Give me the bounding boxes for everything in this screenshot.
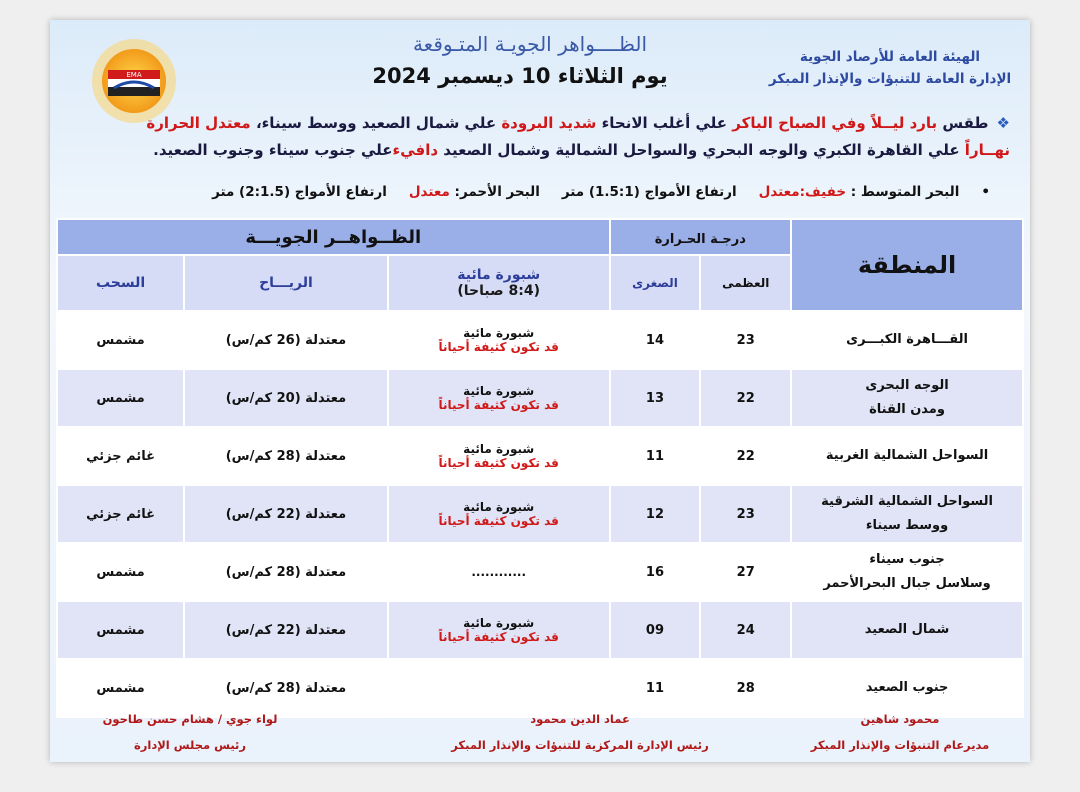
wind-cell: معتدلة (28 كم/س): [184, 543, 388, 601]
region-cell: السواحل الشمالية الشرقية ووسط سيناء: [791, 485, 1023, 543]
diamond-bullet-icon: ❖: [996, 114, 1010, 132]
fog-cell: شبورة مائية قد تكون كثيفة أحياناً: [388, 369, 610, 427]
signature-left: لواء جوي / هشام حسن طاحون رئيس مجلس الإدارة: [102, 712, 278, 752]
max-temp-cell: 27: [700, 543, 791, 601]
cloud-header: السحب: [57, 255, 184, 311]
fog-cell: ............: [388, 543, 610, 601]
region-cell: القـــاهرة الكبـــرى: [791, 311, 1023, 369]
org-department: الإدارة العامة للتنبؤات والإنذار المبكر: [768, 71, 1012, 87]
min-temp-cell: 13: [610, 369, 701, 427]
signature-middle: عماد الدين محمود رئيس الإدارة المركزية للتنبؤات والإنذار المبكر: [451, 712, 709, 752]
logo-text: EMA: [126, 71, 142, 79]
cloud-cell: مشمس: [57, 601, 184, 659]
fog-header: شبورة مائية (8:4 صباحا): [388, 255, 610, 311]
min-temp-cell: 11: [610, 427, 701, 485]
table-row: [57, 485, 1023, 543]
cloud-cell: مشمس: [57, 311, 184, 369]
mediterranean-waves: ارتفاع الأمواج (1.5:1) متر: [561, 184, 737, 200]
forecast-table: [56, 218, 1024, 718]
region-header: المنطقة: [791, 219, 1023, 311]
weather-summary: ❖طقس بارد ليــلاً وفي الصباح الباكر علي أغلب الانحاء شديد البرودة علي شمال الصعيد ووسط سيناء، معتدل الحرارة نهــاراً علي القاهرة الكبري والوجه البحري والسواحل الشمالية وشمال الصعيد دافيءعلي جنوب سيناء وجنوب الصعيد.: [146, 114, 1010, 159]
mediterranean-state: البحر المتوسط : خفيف:معتدل: [758, 184, 960, 200]
max-temp-cell: 23: [700, 311, 791, 369]
organization-block: [760, 46, 1020, 90]
max-temp-cell: 22: [700, 369, 791, 427]
max-temp-cell: 23: [700, 485, 791, 543]
table-row: [57, 427, 1023, 485]
cloud-cell: غائم جزئي: [57, 485, 184, 543]
cloud-cell: مشمس: [57, 369, 184, 427]
wind-cell: معتدلة (26 كم/س): [184, 311, 388, 369]
forecast-date: يوم الثلاثاء 10 ديسمبر 2024: [372, 64, 668, 88]
fog-cell: شبورة مائية قد تكون كثيفة أحياناً: [388, 485, 610, 543]
region-cell: شمال الصعيد: [791, 601, 1023, 659]
max-temp-cell: 22: [700, 427, 791, 485]
min-temp-cell: 16: [610, 543, 701, 601]
fog-cell: شبورة مائية قد تكون كثيفة أحياناً: [388, 427, 610, 485]
min-temp-cell: 09: [610, 601, 701, 659]
min-temp-cell: 12: [610, 485, 701, 543]
cloud-cell: مشمس: [57, 659, 184, 717]
fog-cell: شبورة مائية قد تكون كثيفة أحياناً: [388, 601, 610, 659]
wind-cell: معتدلة (28 كم/س): [184, 659, 388, 717]
region-cell: جنوب الصعيد: [791, 659, 1023, 717]
bullet-icon: •: [981, 184, 990, 200]
wind-cell: معتدلة (22 كم/س): [184, 601, 388, 659]
table-row: [57, 369, 1023, 427]
table-header-row-1: [57, 219, 1023, 255]
red-sea-waves: ارتفاع الأمواج (2:1.5) متر: [212, 184, 387, 200]
wind-cell: معتدلة (28 كم/س): [184, 427, 388, 485]
table-row: [57, 601, 1023, 659]
table-row: [57, 311, 1023, 369]
table-row: [57, 543, 1023, 601]
max-temp-header: العظمى: [700, 255, 791, 311]
page-title: الظــــواهر الجويـة المتـوقعة: [412, 32, 648, 56]
org-name: الهيئة العامة للأرصاد الجوية: [799, 49, 981, 65]
region-cell: السواحل الشمالية الغربية: [791, 427, 1023, 485]
region-cell: الوجه البحرى ومدن القناة: [791, 369, 1023, 427]
min-temp-header: الصغرى: [610, 255, 701, 311]
phenomena-header: الظــواهــر الجويـــة: [57, 219, 610, 255]
sea-conditions: [90, 184, 990, 200]
max-temp-cell: 28: [700, 659, 791, 717]
temp-header: درجـة الحـرارة: [610, 219, 792, 255]
region-cell: جنوب سيناء وسلاسل جبال البحرالأحمر: [791, 543, 1023, 601]
min-temp-cell: 11: [610, 659, 701, 717]
fog-cell: شبورة مائية قد تكون كثيفة أحياناً: [388, 311, 610, 369]
wind-header: الريـــاح: [184, 255, 388, 311]
cloud-cell: مشمس: [57, 543, 184, 601]
max-temp-cell: 24: [700, 601, 791, 659]
signature-right: محمود شاهين مديرعام التنبؤات والإنذار المبكر: [810, 712, 990, 752]
wind-cell: معتدلة (20 كم/س): [184, 369, 388, 427]
wind-cell: معتدلة (22 كم/س): [184, 485, 388, 543]
cloud-cell: غائم جزئي: [57, 427, 184, 485]
min-temp-cell: 14: [610, 311, 701, 369]
red-sea-state: البحر الأحمر: معتدل: [408, 184, 540, 200]
